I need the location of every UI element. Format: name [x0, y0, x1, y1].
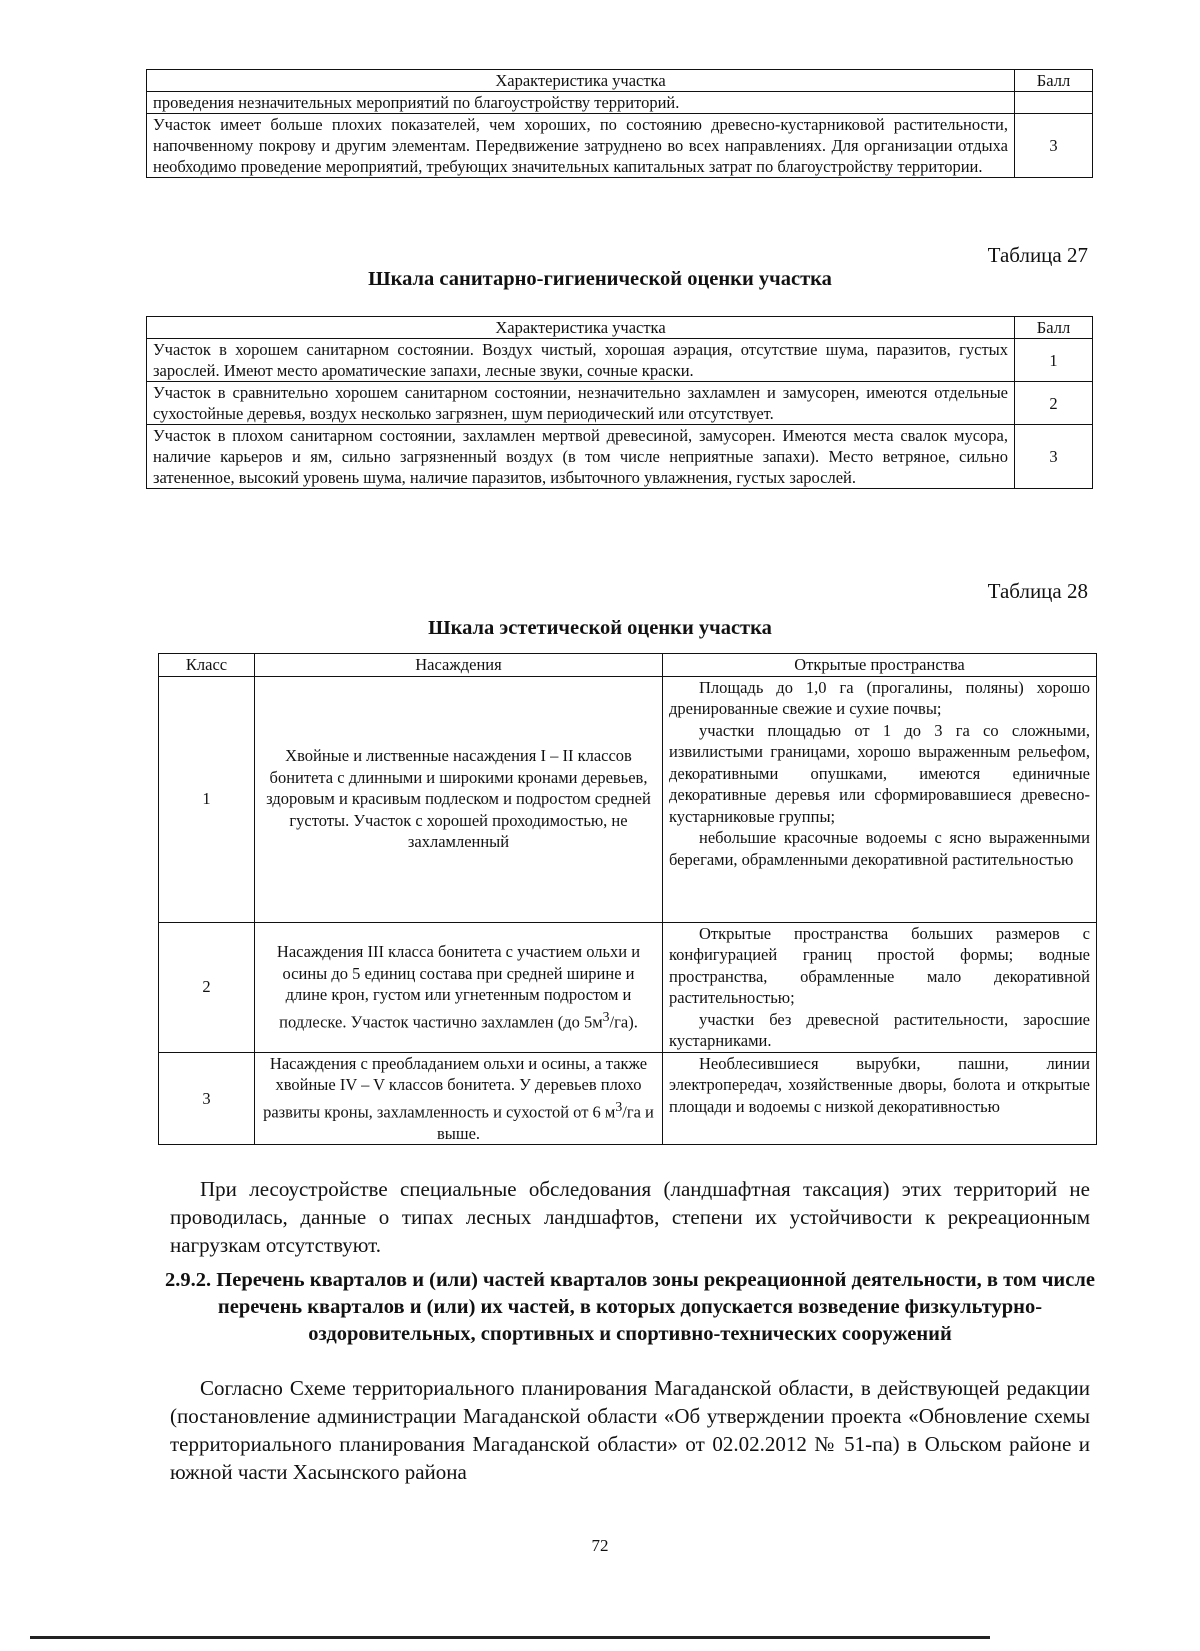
- scan-edge-line: [30, 1636, 990, 1639]
- class-cell: 3: [159, 1052, 255, 1145]
- table-row: [147, 425, 1093, 489]
- plantings-cell: [255, 676, 663, 922]
- open-space-text: участки площадью от 1 до 3 га со сложными, извилистыми границами, хорошо выраженным рельефом, декоративными опушками, имеются единичные декоративные деревья или сформировавшиеся древесно-кустарниковые группы;: [669, 720, 1090, 826]
- superscript: 3: [615, 1098, 623, 1114]
- table-row: [147, 339, 1093, 382]
- plantings-text: Насаждения III класса бонитета с участием ольхи и осины до 5 единиц состава при средней ширине и длине крон, густом или угнетенным подростом и подлеске. Участок частично захламлен (до 5м: [276, 942, 641, 1032]
- table-28: [158, 653, 1097, 1145]
- open-space-text: небольшие красочные водоемы с ясно выраженными берегами, обрамленными декоративной растительностью: [669, 828, 1090, 869]
- column-header: Балл: [1015, 70, 1093, 92]
- table-label: Таблица 27: [987, 243, 1088, 267]
- plantings-cell: [255, 922, 663, 1052]
- table-title: Шкала санитарно-гигиенической оценки участка: [368, 268, 832, 290]
- plantings-text: Насаждения с преобладанием ольхи и осины, а также хвойные IV – V классов бонитета. У деревьев плохо развиты кроны, захламленность и сухостой от 6 м: [263, 1053, 648, 1121]
- characteristic-cell: Участок в хорошем санитарном состоянии. Воздух чистый, хорошая аэрация, отсутствие шума, паразитов, густых зарослей. Имеют место ароматические запахи, лесные звуки, сочные краски.: [147, 339, 1015, 382]
- table-header-row: [147, 70, 1093, 92]
- plantings-cell: [255, 1052, 663, 1145]
- score-cell: [1015, 92, 1093, 114]
- body-paragraph: При лесоустройстве специальные обследования (ландшафтная таксация) этих территорий не проводилась, данные о типах лесных ландшафтов, степени их устойчивости к рекреационным нагрузкам отсутствуют.: [170, 1177, 1090, 1257]
- table-row: [159, 676, 1097, 922]
- section-heading: 2.9.2. Перечень кварталов и (или) частей кварталов зоны рекреационной деятельности, в том числе перечень кварталов и (или) их частей, в которых допускается возведение физкультурно-оздоровительных, спортивных и спортивно-технических сооружений: [165, 1269, 1095, 1345]
- characteristic-cell: проведения незначительных мероприятий по благоустройству территорий.: [147, 92, 1015, 114]
- class-cell: 2: [159, 922, 255, 1052]
- characteristic-cell: Участок имеет больше плохих показателей, чем хороших, по состоянию древесно-кустарниковой растительности, напочвенному покрову и другим элементам. Передвижение затруднено во всех направлениях. Для организации отдыха необходимо проведение мероприятий, требующих значительных капитальных затрат по благоустройству территории.: [147, 114, 1015, 178]
- score-cell: 3: [1015, 114, 1093, 178]
- superscript: 3: [602, 1008, 610, 1024]
- plantings-text: Хвойные и лиственные насаждения I – II классов бонитета с длинными и широкими кронами деревьев, здоровым и красивым подлеском и подростом средней густоты. Участок с хорошей проходимостью, не захламленный: [266, 746, 651, 852]
- column-header: Открытые пространства: [663, 654, 1097, 677]
- table-label: Таблица 28: [987, 579, 1088, 603]
- table-row: [159, 922, 1097, 1052]
- column-header: Характеристика участка: [147, 317, 1015, 339]
- column-header: Насаждения: [255, 654, 663, 677]
- open-space-text: участки без древесной растительности, заросшие кустарниками.: [669, 1009, 1090, 1050]
- table-27: [146, 316, 1093, 489]
- score-cell: 2: [1015, 382, 1093, 425]
- characteristic-cell: Участок в плохом санитарном состоянии, захламлен мертвой древесиной, замусорен. Имеются места свалок мусора, наличие карьеров и ям, сильно загрязненный воздух (в том числе неприятные запахи). Место ветряное, сильно затененное, высокий уровень шума, наличие паразитов, избыточного увлажнения, густых зарослей.: [147, 425, 1015, 489]
- class-cell: 1: [159, 676, 255, 922]
- table-header-row: [147, 317, 1093, 339]
- open-space-cell: [663, 1052, 1097, 1145]
- plantings-text: /га и выше.: [436, 1102, 654, 1143]
- open-space-text: Площадь до 1,0 га (прогалины, поляны) хорошо дренированные свежие и сухие почвы;: [669, 677, 1090, 718]
- score-cell: 3: [1015, 425, 1093, 489]
- table-header-row: [159, 654, 1097, 677]
- table-row: [147, 92, 1093, 114]
- column-header: Характеристика участка: [147, 70, 1015, 92]
- table-title: Шкала эстетической оценки участка: [428, 617, 772, 639]
- open-space-text: Открытые пространства больших размеров с конфигурацией границ простой формы; водные пространства, обрамленные мало декоративной растительностью;: [669, 923, 1090, 1007]
- body-paragraph: Согласно Схеме территориального планирования Магаданской области, в действующей редакции (постановление администрации Магаданской области «Об утверждении проекта «Обновление схемы территориального планирования Магаданской области» от 02.02.2012 № 51-па) в Ольском районе и южной части Хасынского района: [170, 1376, 1090, 1484]
- open-space-cell: [663, 676, 1097, 922]
- column-header: Класс: [159, 654, 255, 677]
- table-row: [147, 382, 1093, 425]
- table-26-continuation: [146, 69, 1093, 178]
- open-space-text: Необлесившиеся вырубки, пашни, линии электропередач, хозяйственные дворы, болота и открытые площади и водоемы с низкой декоративностью: [669, 1053, 1090, 1116]
- open-space-cell: [663, 922, 1097, 1052]
- plantings-text: /га).: [609, 1012, 638, 1032]
- column-header: Балл: [1015, 317, 1093, 339]
- characteristic-cell: Участок в сравнительно хорошем санитарном состоянии, незначительно захламлен и замусорен, имеются отдельные сухостойные деревья, воздух несколько загрязнен, шум периодический или отсутствует.: [147, 382, 1015, 425]
- table-row: [147, 114, 1093, 178]
- score-cell: 1: [1015, 339, 1093, 382]
- table-row: [159, 1052, 1097, 1145]
- page-number: 72: [591, 1536, 609, 1555]
